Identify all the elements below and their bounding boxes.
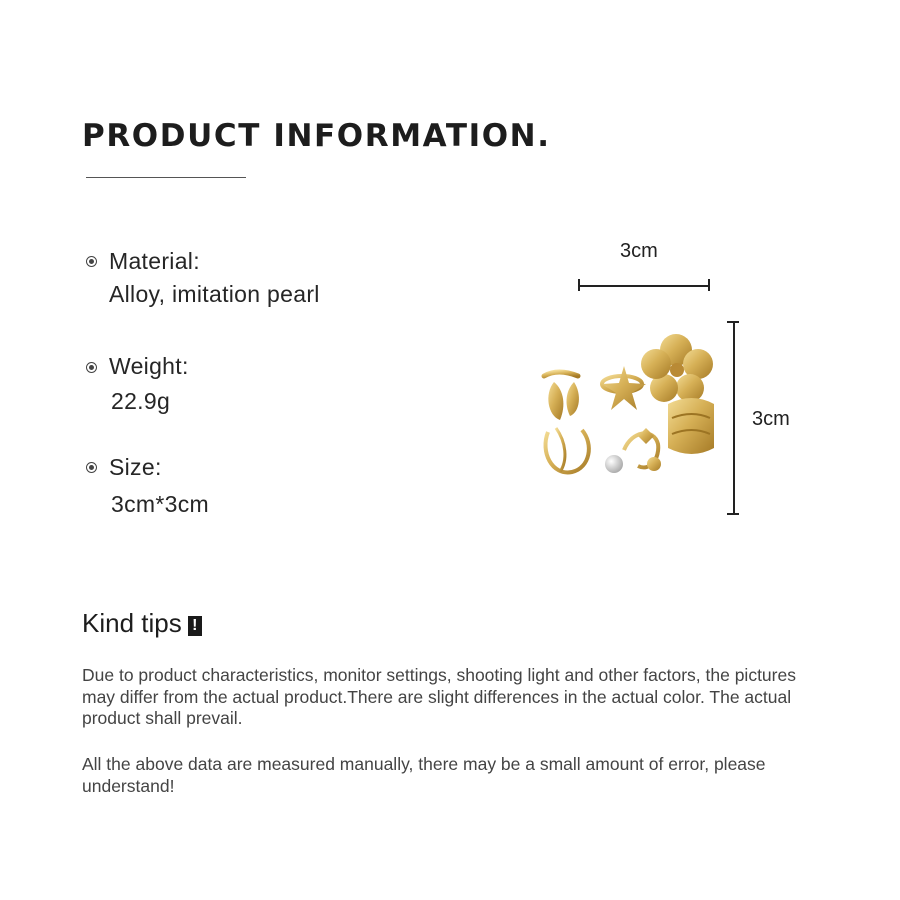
material-label: Material: (109, 248, 200, 274)
bullet-icon (86, 256, 97, 267)
material-value: Alloy, imitation pearl (109, 281, 320, 307)
width-dimension-label: 3cm (620, 240, 658, 262)
size-label: Size: (109, 454, 162, 480)
flower-ring-icon (641, 334, 713, 402)
bullet-icon (86, 362, 97, 373)
width-dimension-tick (578, 279, 580, 291)
title-divider (86, 177, 246, 178)
twist-ring-icon (545, 428, 588, 472)
width-dimension-line (579, 285, 709, 287)
tips-paragraph-disclaimer: Due to product characteristics, monitor settings, shooting light and other factors, the pictures may differ from the actual product.There are slight differences in the actual color. The actual product shall prevail. (82, 665, 796, 728)
width-dimension-tick (708, 279, 710, 291)
kind-tips-label: Kind tips (82, 608, 182, 638)
bullet-icon (86, 462, 97, 473)
page-title: PRODUCT INFORMATION. (82, 118, 551, 154)
height-dimension-tick (727, 513, 739, 515)
kind-tips-heading (82, 608, 202, 639)
size-value: 3cm*3cm (111, 491, 209, 517)
height-dimension-line (733, 321, 735, 514)
triple-band-cuff-icon (668, 398, 714, 454)
exclamation-icon: ! (188, 616, 202, 636)
weight-label: Weight: (109, 353, 189, 379)
height-dimension-label: 3cm (752, 408, 790, 430)
tips-paragraph-measurement: All the above data are measured manually, there may be a small amount of error, please understand! (82, 754, 766, 796)
weight-value: 22.9g (111, 388, 171, 414)
product-image (538, 332, 720, 480)
height-dimension-tick (727, 321, 739, 323)
starfish-ring-icon (602, 366, 646, 410)
leaf-cuff-icon (544, 372, 579, 420)
pearl-ring-icon (605, 428, 661, 473)
